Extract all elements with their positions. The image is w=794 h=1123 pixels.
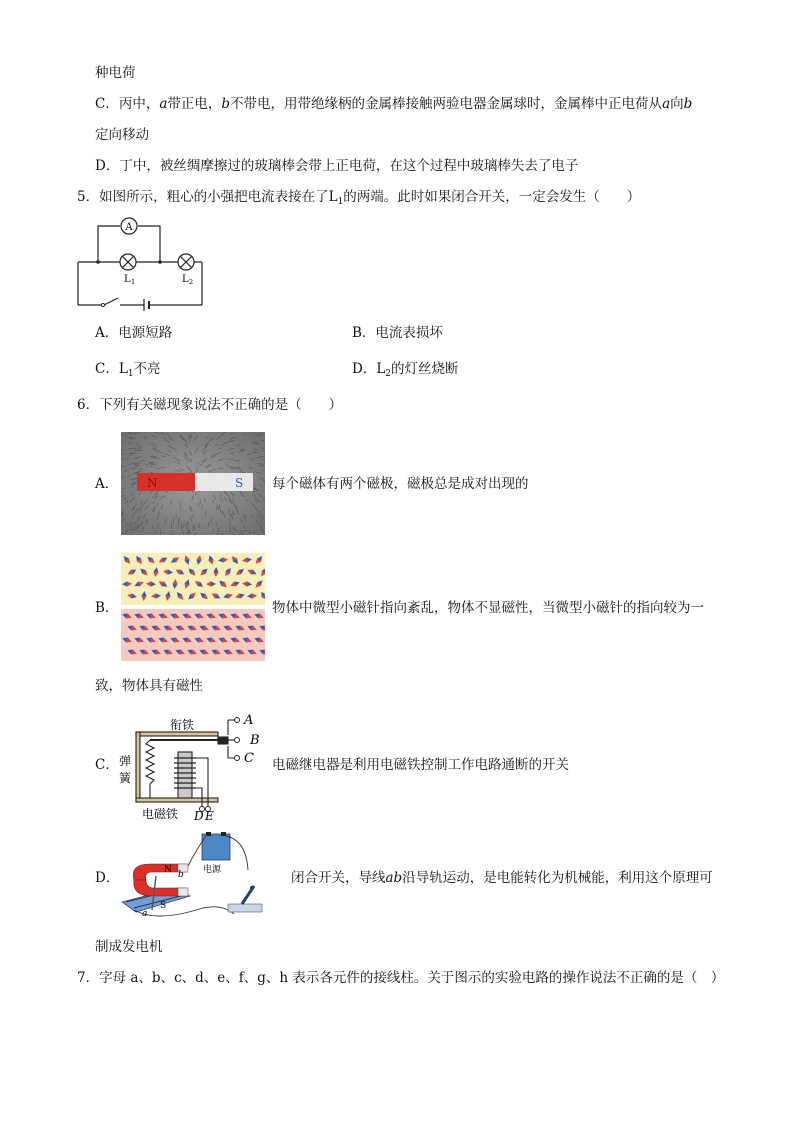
q5-option-a: A．电源短路	[95, 325, 173, 341]
q4-c-text1: 带正电，	[167, 96, 222, 112]
q4-continuation: 种电荷	[95, 65, 136, 81]
q6-d-south-label: S	[160, 901, 167, 911]
q6-option-b-label: B．	[95, 600, 119, 616]
iron-filing	[202, 505, 203, 511]
q6-option-a-label: A．	[95, 476, 119, 492]
q4-option-c-line2: 定向移动	[95, 127, 149, 143]
q6-c-terminal-a: A	[244, 713, 254, 728]
q6-c-relay-diagram	[116, 710, 272, 822]
q6-d-rod-b-label: b	[178, 870, 184, 880]
q4-c-text2: 不带电，用带绝缘柄的金属棒接触两验电器金属球时，金属棒中正电荷从	[230, 96, 663, 112]
q6-d-text-post: 沿导轨运动，是电能转化为机械能，利用这个原理可	[402, 870, 713, 886]
q5-lamp2-label: L	[182, 274, 189, 285]
q6-c-terminal-d: D	[194, 809, 204, 822]
q6-option-b-text: 物体中微型小磁针指向紊乱，物体不显磁性，当微型小磁针的指向较为一	[272, 600, 704, 616]
q4-c-var-b2: b	[683, 96, 693, 112]
q5-stem	[77, 187, 640, 212]
q6-c-armature-label: 衔铁	[170, 718, 195, 732]
q5-c-L: L	[118, 361, 128, 377]
q5-stem-pre: 5．如图所示，粗心的小强把电流表接在了	[77, 189, 329, 205]
q6-option-c-text: 电磁继电器是利用电磁铁控制工作电路通断的开关	[272, 757, 569, 773]
q5-option-b: B．电流表损坏	[352, 325, 443, 341]
q6-c-spring-label-2: 簧	[119, 771, 132, 785]
q6-option-c-label: C．	[95, 757, 119, 773]
q6-option-b-text-line2: 致，物体具有磁性	[95, 678, 203, 694]
q5-d-pre: D．	[352, 361, 377, 377]
q6-d-rod-a-label: a	[142, 909, 148, 919]
q6-d-motor-rail-diagram	[116, 830, 272, 920]
q5-stem-sub: 1	[337, 197, 344, 207]
q4-c-prefix: C．丙中，	[95, 96, 160, 112]
q4-c-var-a2: a	[662, 96, 671, 112]
q5-circuit-diagram	[70, 212, 210, 312]
q6-d-power-label: 电源	[203, 865, 222, 875]
q4-option-c	[95, 94, 692, 114]
q4-option-d: D．丁中，被丝绸摩擦过的玻璃棒会带上正电荷，在这个过程中玻璃棒失去了电子	[95, 158, 579, 174]
q5-stem-L: L	[328, 189, 338, 205]
q6-a-south-label: S	[235, 476, 244, 490]
q6-c-electromagnet-label: 电磁铁	[142, 807, 179, 821]
q6-option-a-text: 每个磁体有两个磁极，磁极总是成对出现的	[272, 476, 529, 492]
q6-option-d-text	[291, 868, 713, 888]
q5-c-post: 不亮	[133, 361, 161, 377]
q5-d-sub: 2	[385, 369, 392, 379]
q5-option-d	[352, 359, 459, 384]
q5-c-pre: C．	[95, 361, 119, 377]
q5-stem-post: 的两端。此时如果闭合开关，一定会发生（ ）	[343, 189, 641, 205]
q4-c-text3: 向	[670, 96, 684, 112]
q6-a-bar-magnet-photo	[121, 432, 265, 535]
q6-d-north-label: N	[164, 865, 172, 875]
q6-d-text-pre: 闭合开关，导线	[291, 870, 386, 886]
q7-stem: 7．字母 a、b、c、d、e、f、g、h 表示各元件的接线柱。关于图示的实验电路的操作说法不正确的是（ ）	[77, 970, 725, 986]
q6-d-text-ab: ab	[385, 870, 403, 886]
q5-d-post: 的灯丝烧断	[391, 361, 459, 377]
q6-b-domain-diagram	[121, 553, 265, 661]
q5-lamp1-sub: 1	[131, 278, 136, 286]
q6-a-north-label: N	[147, 476, 158, 490]
q4-c-var-a: a	[159, 96, 168, 112]
q5-c-sub: 1	[127, 369, 134, 379]
q6-c-spring-label-1: 弹	[119, 754, 132, 768]
q6-option-d-label: D．	[95, 870, 120, 886]
q5-d-L: L	[376, 361, 386, 377]
q6-c-terminal-e: E	[205, 809, 214, 822]
q5-ammeter-label: A	[125, 222, 133, 233]
q4-c-var-b: b	[221, 96, 231, 112]
q6-stem: 6．下列有关磁现象说法不正确的是（ ）	[77, 397, 343, 413]
q6-option-d-text-line2: 制成发电机	[95, 939, 163, 955]
q5-lamp1-label: L	[124, 274, 131, 285]
q6-c-terminal-b: B	[250, 733, 260, 748]
q6-c-terminal-c: C	[244, 751, 254, 766]
q5-option-c	[95, 359, 161, 384]
q5-lamp2-sub: 2	[189, 278, 194, 286]
